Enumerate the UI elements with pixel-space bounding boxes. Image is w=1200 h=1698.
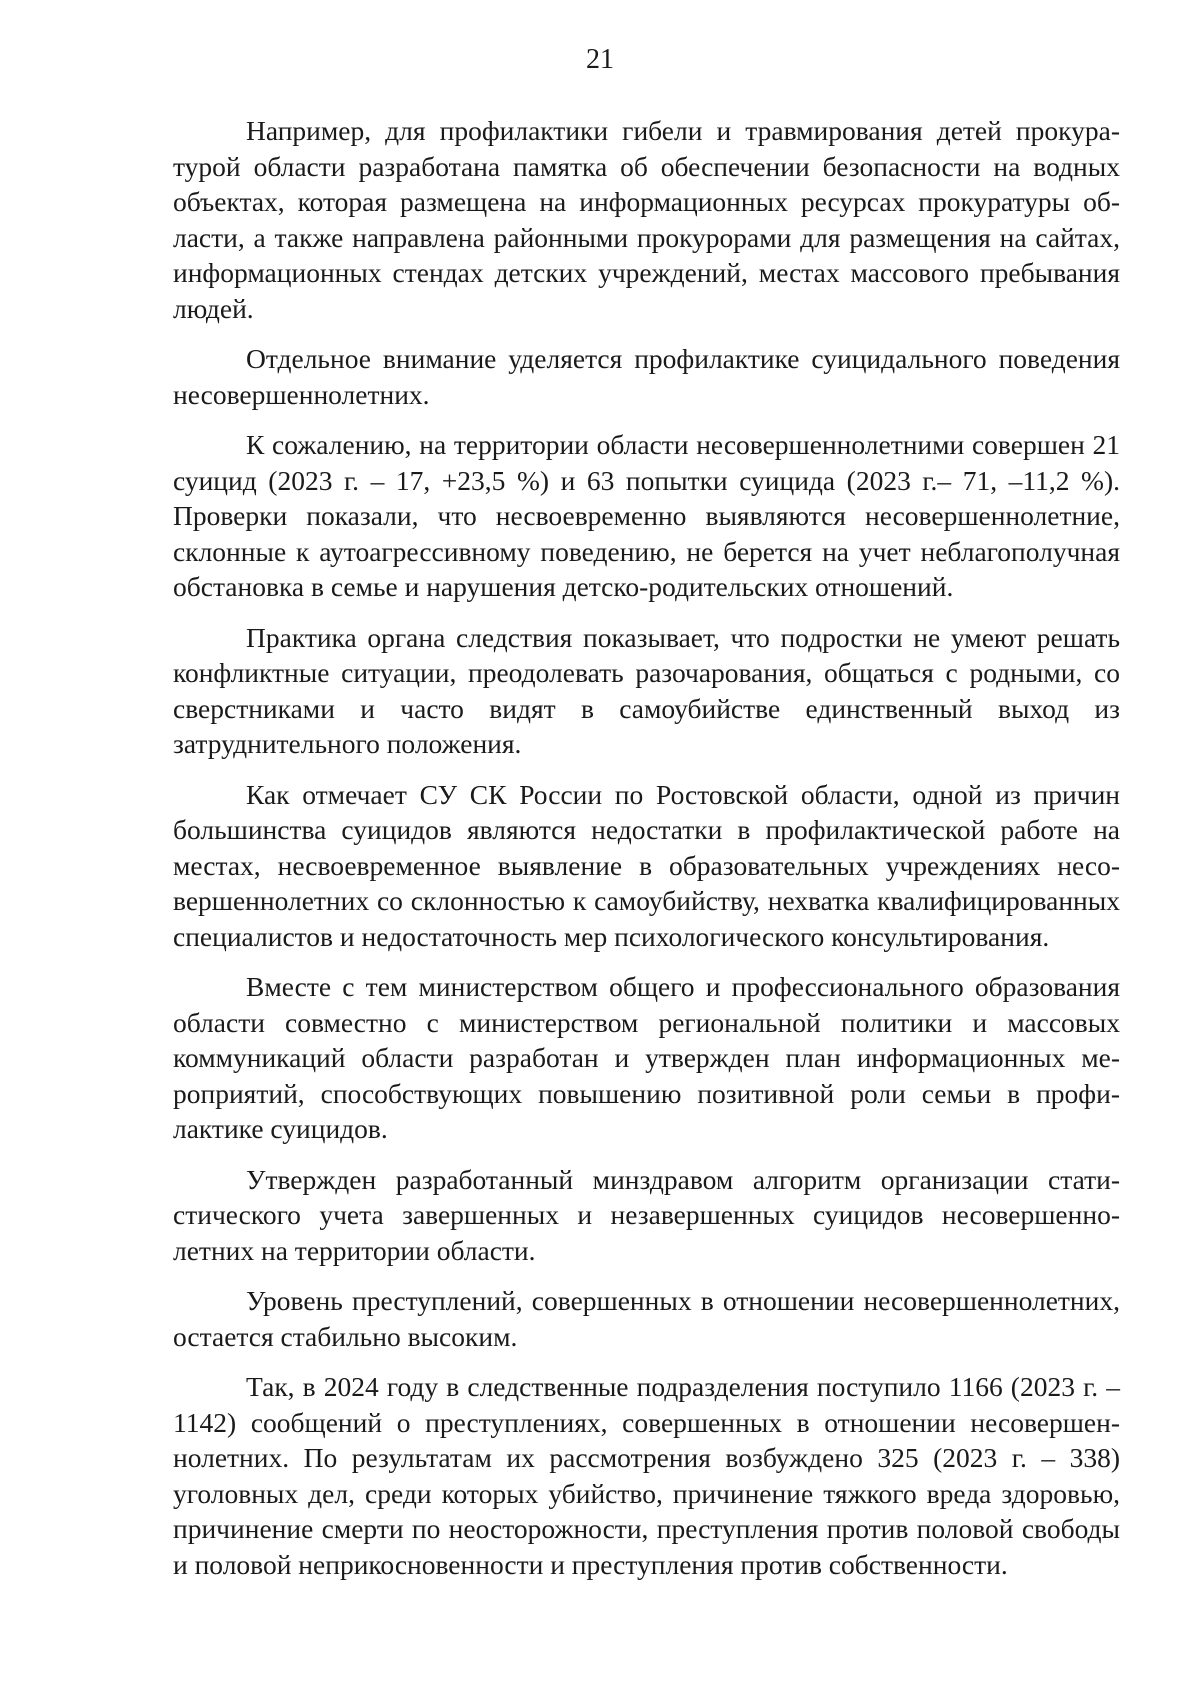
paragraph-suicide-prevention: Отдельное внимание уделяется профилактике суицидального поведения несовершеннолетних. <box>173 343 1120 410</box>
paragraph-investigation-practice: Практика органа следствия показывает, что подростки не умеют решать конфликтные ситуации, преодолевать разочарования, общаться с родными, со сверстниками и часто видят в самоубийстве единственный выход из затруднительного положения. <box>173 621 1120 759</box>
paragraph-information-plan: Вместе с тем министерством общего и профессионального образования области совместно с министерством региональной политики и массовых коммуникаций области разработан и утвержден план информационных мероприятий, способствующих повышению позитивной роли семьи в профилактике суицидов. <box>173 971 1120 1144</box>
paragraph-statistical-algorithm: Утвержден разработанный минздравом алгоритм организации статистического учета завершенных и незавершенных суицидов несовершеннолетних на территории области. <box>173 1163 1120 1266</box>
paragraph-suicide-statistics: К сожалению, на территории области несовершеннолетними совершен 21 суицид (2023 г. – 17, +23,5 %) и 63 попытки суицида (2023 г.– 71, –11,2 %). Проверки показали, что несвоевременно выявляются несовершеннолетние, склонные к аутоагрессивному поведению, не берется на учет неблагополучная обстановка в семье и нарушения детско-родительских отношений. <box>173 429 1120 602</box>
document-body <box>173 113 1120 1597</box>
paragraph-water-safety: Например, для профилактики гибели и травмирования детей прокуратурой области разработана памятка об обеспечении безопасности на водных объектах, которая размещена на информационных ресурсах прокуратуры области, а также направлена районными прокурорами для размещения на сайтах, информационных стендах детских учреждений, местах массового пребывания людей. <box>173 115 1120 324</box>
page-number: 21 <box>586 44 614 75</box>
paragraph-investigative-committee: Как отмечает СУ СК России по Ростовской области, одной из причин большинства суицидов являются недостатки в профилактической работе на местах, несвоевременное выявление в образовательных учреждениях несовершеннолетних со склонностью к самоубийству, нехватка квалифицированных специалистов и недостаточность мер психологического консультирования. <box>173 778 1120 952</box>
paragraph-crime-level: Уровень преступлений, совершенных в отношении несовершеннолетних, остается стабильно высоким. <box>173 1285 1120 1352</box>
paragraph-crime-statistics: Так, в 2024 году в следственные подразделения поступило 1166 (2023 г. – 1142) сообщений о преступлениях, совершенных в отношении несовершеннолетних. По результатам их рассмотрения возбуждено 325 (2023 г. – 338) уголовных дел, среди которых убийство, причинение тяжкого вреда здоровью, причинение смерти по неосторожности, преступления против половой свободы и половой неприкосновенности и преступления против собственности. <box>173 1371 1120 1580</box>
